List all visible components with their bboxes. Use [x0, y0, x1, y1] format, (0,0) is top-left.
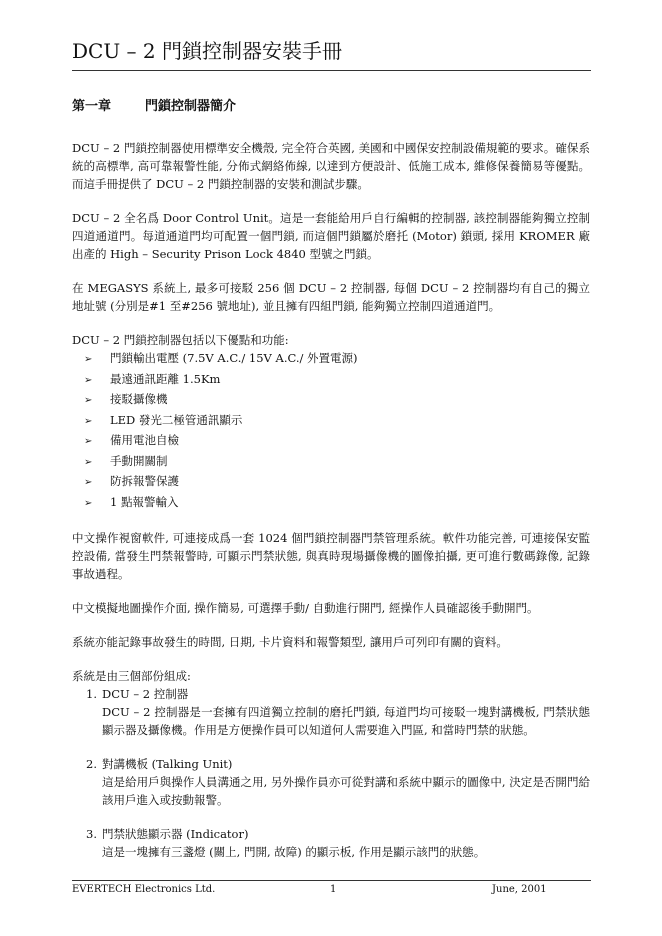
list-item: [84, 493, 590, 514]
feature-text: 手動開關制: [110, 453, 168, 468]
list-item: [86, 825, 590, 861]
arrow-bullet-icon: ➢: [84, 415, 93, 427]
software-paragraph: 中文操作視窗軟件, 可連接成爲一套 1024 個門鎖控制器門禁管理系統。軟件功能完善, 可連接保安監控設備, 當發生門禁報警時, 可顯示門禁狀態, 與真時現場攝像機的圖像拍攝, 更可進行數碼錄像, 記錄事故過程。: [72, 531, 590, 581]
page-body: [72, 98, 590, 877]
feature-text: 1 點報警輸入: [110, 494, 179, 509]
arrow-bullet-icon: ➢: [84, 436, 93, 447]
part-heading: [86, 755, 590, 773]
feature-text: 接駁攝像機: [110, 392, 168, 406]
arrow-bullet-icon: ➢: [84, 374, 93, 386]
feature-text: LED 發光二極管通訊顯示: [110, 412, 243, 427]
intro-paragraph: DCU – 2 門鎖控制器使用標準安全機殼, 完全符合英國, 美國和中國保安控制設備規範的要求。確保系統的高標準, 高可靠報警性能, 分佈式網絡佈線, 以達到方便設計、低施工成本, 維修保養簡易等優點。而這手冊提供了 DCU – 2 門鎖控制器的安裝和測試步驟。: [72, 141, 590, 191]
part-number: 1.: [86, 687, 97, 701]
footer-date: June, 2001: [492, 884, 547, 895]
part-title: DCU – 2 控制器: [102, 687, 189, 701]
list-item: [84, 411, 590, 432]
arrow-bullet-icon: ➢: [84, 497, 93, 509]
arrow-bullet-icon: ➢: [84, 354, 93, 365]
chapter-title: 門鎖控制器簡介: [145, 99, 237, 114]
page-number: 1: [330, 884, 337, 895]
arrow-bullet-icon: ➢: [84, 477, 93, 488]
megasys-paragraph: 在 MEGASYS 系統上, 最多可接駁 256 個 DCU – 2 控制器, 每個 DCU – 2 控制器均有自己的獨立地址號 (分別是#1 至#256 號地址), 並且擁有四組門鎖, 能夠獨立控制四道通道門。: [72, 281, 590, 313]
part-heading: [86, 825, 590, 843]
document-title: DCU – 2 門鎖控制器安裝手冊: [72, 39, 342, 63]
list-item: [84, 349, 590, 370]
map-paragraph: 中文模擬地圖操作介面, 操作簡易, 可選擇手動/ 自動進行開門, 經操作人員確認後手動開門。: [72, 601, 539, 615]
feature-text: 備用電池自檢: [110, 433, 179, 447]
part-description: 這是一塊擁有三盞燈 (關上, 門開, 故障) 的顯示板, 作用是顯示該門的狀態。: [102, 845, 486, 859]
title-divider: [72, 70, 591, 71]
list-item: [84, 472, 590, 493]
features-intro: DCU – 2 門鎖控制器包括以下優點和功能:: [72, 333, 289, 347]
feature-text: 門鎖輸出電壓 (7.5V A.C./ 15V A.C./ 外置電源): [110, 351, 358, 365]
arrow-bullet-icon: ➢: [84, 456, 93, 468]
part-description: DCU – 2 控制器是一套擁有四道獨立控制的磨托門鎖, 每道門均可接駁一塊對講機板, 門禁狀態顯示器及攝像機。作用是方便操作員可以知道何人需要進入門區, 和當時門禁的狀態。: [102, 705, 590, 737]
list-item: [84, 390, 590, 411]
parts-list: [72, 685, 590, 861]
part-number: 3.: [86, 827, 97, 841]
part-title: 對講機板 (Talking Unit): [102, 757, 233, 771]
feature-text: 最遠通訊距離 1.5Km: [110, 371, 221, 386]
part-description: 這是給用戶與操作人員溝通之用, 另外操作員亦可從對講和系統中顯示的圖像中, 決定是否開門給該用戶進入或按動報警。: [102, 775, 590, 807]
feature-text: 防拆報警保護: [110, 474, 179, 488]
list-item: [84, 370, 590, 391]
footer-company: EVERTECH Electronics Ltd.: [72, 884, 216, 895]
parts-intro: 系統是由三個部份組成:: [72, 669, 191, 683]
part-title: 門禁狀態顯示器 (Indicator): [102, 827, 249, 841]
name-paragraph: DCU – 2 全名爲 Door Control Unit。這是一套能給用戶自行編輯的控制器, 該控制器能夠獨立控制四道通道門。每道通道門均可配置一個門鎖, 而這個門鎖屬於磨托 (Motor) 鎖頭, 採用 KROMER 廠出產的 High – Security Prison Lock 4840 型號之門鎖。: [72, 211, 590, 261]
arrow-bullet-icon: ➢: [84, 395, 93, 406]
part-heading: [86, 685, 590, 703]
feature-list: [84, 349, 590, 513]
records-paragraph: 系統亦能記錄事故發生的時間, 日期, 卡片資料和報警類型, 讓用戶可列印有關的資料。: [72, 635, 508, 649]
part-number: 2.: [86, 757, 97, 771]
chapter-number: 第一章: [72, 99, 112, 114]
list-item: [86, 685, 590, 739]
list-item: [86, 755, 590, 809]
list-item: [84, 452, 590, 473]
chapter-heading: [72, 98, 590, 116]
footer-divider: [72, 880, 591, 881]
list-item: [84, 431, 590, 452]
